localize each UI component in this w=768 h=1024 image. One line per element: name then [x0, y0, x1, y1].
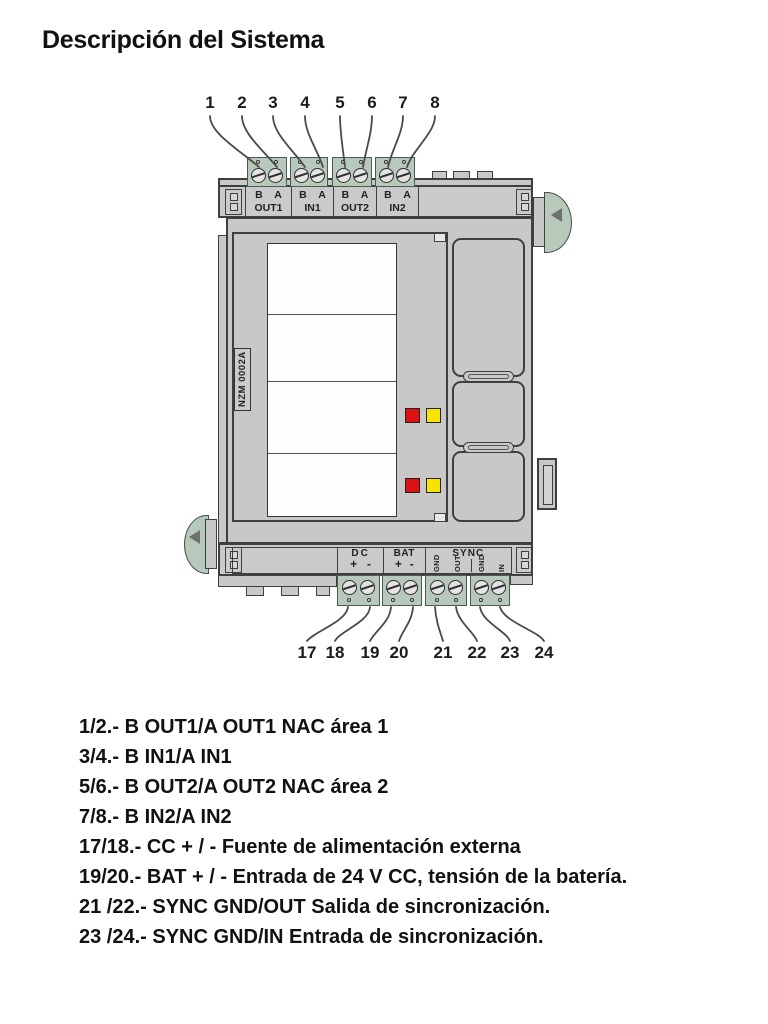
bottom-label-strip [218, 543, 533, 576]
bottom-rail [510, 575, 533, 585]
terminal-screw [396, 168, 411, 183]
terminal-screw [360, 580, 375, 595]
din-clip-arm [533, 197, 545, 247]
legend-item: 7/8.- B IN2/A IN2 [79, 806, 232, 828]
wire-hole [479, 598, 483, 602]
terminal-screw [491, 580, 506, 595]
module-label: NZM 0002A [234, 348, 251, 411]
panel-slot-icon [463, 442, 514, 453]
clip-arrow-icon [189, 530, 200, 544]
wire-hole [498, 598, 502, 602]
mounting-bracket-icon [516, 189, 533, 215]
pin-number-3: 3 [268, 93, 278, 112]
section-bat [383, 548, 425, 573]
group-name: OUT2 [340, 202, 369, 214]
terminal-block-out2 [332, 157, 372, 187]
section-name: SYNC [452, 548, 485, 559]
page-title: Descripción del Sistema [42, 26, 325, 54]
terminal-block-sync-out [425, 575, 467, 606]
bottom-foot [246, 586, 264, 596]
top-label-strip [218, 185, 533, 218]
terminal-block-bat [382, 575, 422, 606]
bottom-sections-box [232, 547, 512, 574]
terminal-screw [251, 168, 266, 183]
terminal-block-in1 [290, 157, 328, 187]
group-name: IN2 [389, 202, 406, 214]
bracket-square [521, 203, 529, 211]
pin-number-8: 8 [430, 93, 440, 112]
window-divider [268, 453, 396, 454]
pin-letters: B A [255, 189, 282, 201]
pin-number-21: 21 [433, 643, 453, 662]
top-notch [453, 171, 470, 179]
sync-pin-label: OUT [452, 555, 462, 572]
bracket-square [230, 203, 238, 211]
window-divider [268, 381, 396, 382]
wire-hole [391, 598, 395, 602]
pin-number-24: 24 [534, 643, 554, 662]
pin-number-1: 1 [205, 93, 215, 112]
wire-hole [367, 598, 371, 602]
legend-item: 5/6.- B OUT2/A OUT2 NAC área 2 [79, 776, 389, 798]
polarity-minus: - [366, 557, 371, 571]
legend-item: 1/2.- B OUT1/A OUT1 NAC área 1 [79, 716, 389, 738]
wire-hole [410, 598, 414, 602]
clip-arrow-icon [551, 208, 562, 222]
terminal-screw [294, 168, 309, 183]
module-diagram [180, 85, 580, 685]
sync-divider [471, 559, 472, 572]
terminal-screw [474, 580, 489, 595]
wire-hole [274, 160, 278, 164]
right-panel [452, 238, 525, 377]
pin-number-23: 23 [500, 643, 520, 662]
led-yellow-indicator [426, 408, 441, 423]
wire-hole [359, 160, 363, 164]
sync-pin-label: GND [476, 554, 486, 572]
pin-number-5: 5 [335, 93, 345, 112]
din-clip-icon [544, 192, 572, 253]
legend-item: 17/18.- CC + / - Fuente de alimentación externa [79, 836, 521, 858]
section-blank [233, 548, 337, 573]
wire-hole [384, 160, 388, 164]
wire-hole [256, 160, 260, 164]
terminal-block-dc [337, 575, 380, 606]
pin-letters: B A [341, 189, 369, 201]
pin-number-20: 20 [389, 643, 409, 662]
terminal-group-label-in2 [377, 187, 419, 216]
pin-number-22: 22 [467, 643, 487, 662]
terminal-screw [448, 580, 463, 595]
section-name: DC [351, 548, 370, 559]
window-divider [268, 314, 396, 315]
side-slot-bracket [537, 458, 557, 510]
terminal-block-in2 [375, 157, 415, 187]
polarity-plus: + [394, 557, 402, 571]
pin-letters: B A [384, 189, 411, 201]
pin-number-19: 19 [360, 643, 380, 662]
terminal-screw [342, 580, 357, 595]
terminal-screw [430, 580, 445, 595]
led-yellow-indicator [426, 478, 441, 493]
bracket-square [521, 193, 529, 201]
bracket-square [521, 551, 529, 559]
terminal-legend [79, 712, 627, 952]
right-panel [452, 451, 525, 522]
section-name: BAT [393, 548, 415, 559]
pin-number-17: 17 [297, 643, 317, 662]
bracket-square [230, 193, 238, 201]
panel-slot-icon [463, 371, 514, 382]
terminal-screw [310, 168, 325, 183]
frame-tab [434, 233, 446, 242]
display-window [267, 243, 397, 517]
bottom-foot [281, 586, 299, 596]
top-notch [477, 171, 493, 179]
group-name: IN1 [304, 202, 321, 214]
wire-hole [454, 598, 458, 602]
led-red-indicator [405, 478, 420, 493]
legend-item: 19/20.- BAT + / - Entrada de 24 V CC, tensión de la batería. [79, 866, 628, 888]
legend-item: 21 /22.- SYNC GND/OUT Salida de sincronización. [79, 896, 551, 918]
pin-number-7: 7 [398, 93, 408, 112]
wire-hole [402, 160, 406, 164]
polarity-minus: - [409, 557, 414, 571]
section-sync [425, 548, 511, 573]
pin-number-2: 2 [237, 93, 247, 112]
wire-hole [435, 598, 439, 602]
terminal-block-out1 [247, 157, 287, 187]
frame-tab [434, 513, 446, 522]
bracket-square [521, 561, 529, 569]
right-panel [452, 381, 525, 447]
pin-number-18: 18 [325, 643, 345, 662]
pin-number-4: 4 [300, 93, 310, 112]
pin-number-6: 6 [367, 93, 377, 112]
legend-item: 3/4.- B IN1/A IN1 [79, 746, 232, 768]
terminal-screw [336, 168, 351, 183]
terminal-screw [386, 580, 401, 595]
polarity-plus: + [350, 557, 358, 571]
sync-pin-label: IN [496, 563, 506, 572]
group-name: OUT1 [254, 202, 283, 214]
terminal-group-label-out1 [245, 187, 292, 216]
terminal-block-sync-in [470, 575, 510, 606]
terminal-screw [353, 168, 368, 183]
terminal-screw [403, 580, 418, 595]
terminal-screw [268, 168, 283, 183]
wire-hole [298, 160, 302, 164]
pin-letters: B A [299, 189, 326, 201]
din-clip-arm [205, 519, 217, 569]
legend-item: 23 /24.- SYNC GND/IN Entrada de sincronización. [79, 926, 544, 948]
terminal-group-label-in1 [292, 187, 334, 216]
led-red-indicator [405, 408, 420, 423]
wire-hole [341, 160, 345, 164]
mounting-bracket-icon [225, 189, 242, 215]
sync-pin-label: GND [431, 554, 441, 572]
bottom-foot [316, 586, 330, 596]
wire-hole [347, 598, 351, 602]
top-notch [432, 171, 447, 179]
section-dc [337, 548, 383, 573]
wire-hole [316, 160, 320, 164]
mounting-bracket-icon [516, 547, 533, 573]
terminal-group-label-out2 [334, 187, 377, 216]
terminal-screw [379, 168, 394, 183]
